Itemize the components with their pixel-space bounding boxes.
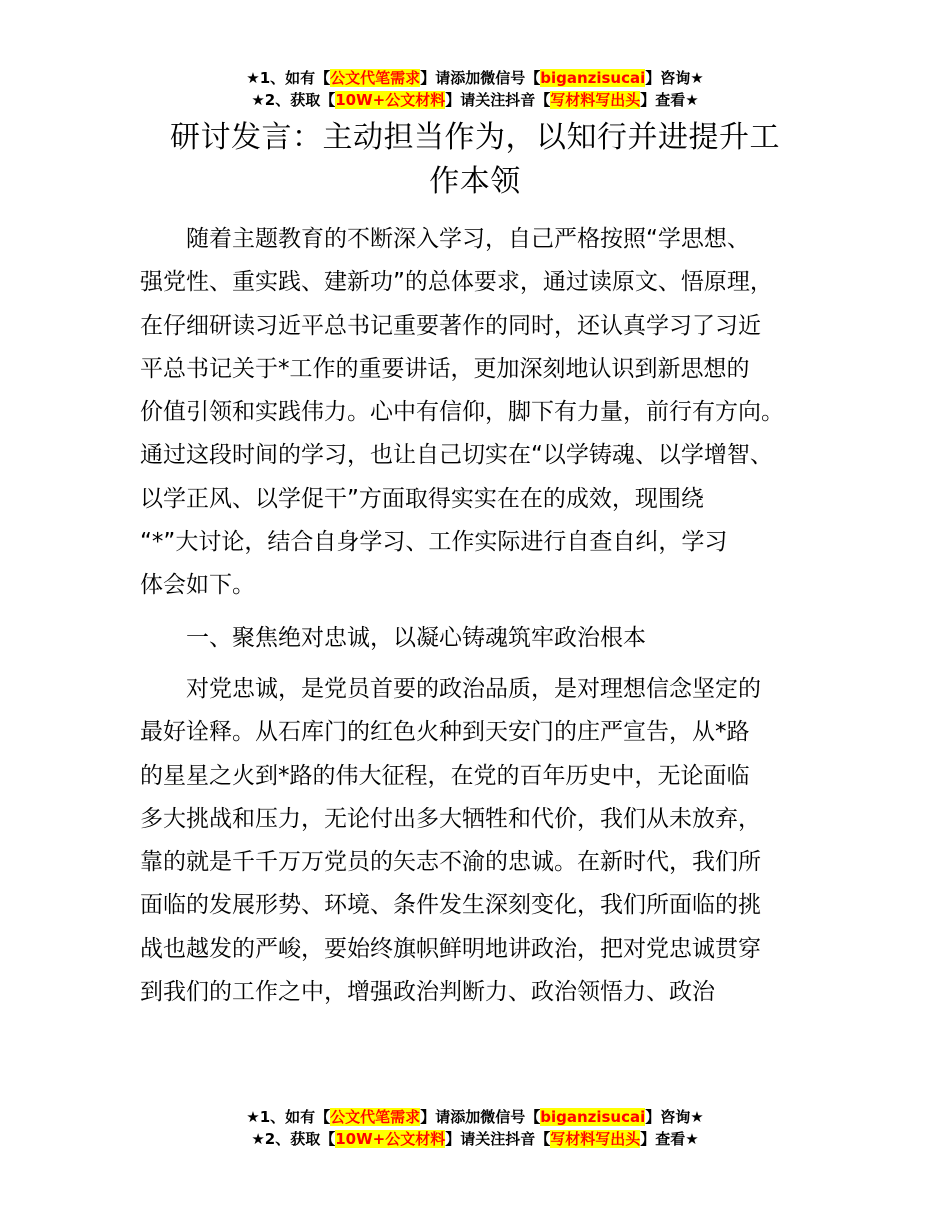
paragraph-line: 多大挑战和压力，无论付出多大牺牲和代价，我们从未放弃， [140,805,761,832]
paragraph-line: 的星星之火到*路的伟大征程，在党的百年历史中，无论面临 [140,762,750,789]
promo-text: 】咨询★ [645,1108,704,1126]
paragraph-line: 平总书记关于*工作的重要讲话，更加深刻地认识到新思想的 [140,355,750,382]
paragraph-line: 面临的发展形势、环境、条件发生深刻变化，我们所面临的挑 [140,892,761,919]
header-promo-banner [0,67,950,111]
paragraph-line: 靠的就是千千万万党员的矢志不渝的忠诚。在新时代，我们所 [140,849,761,876]
promo-highlight: 写材料写出头 [550,91,641,109]
promo-text: 】请关注抖音【 [445,1130,551,1148]
footer-promo-banner [0,1106,950,1150]
promo-text: 】请关注抖音【 [445,91,551,109]
promo-highlight: 公文代笔需求 [330,69,421,87]
title-line: 作本领 [429,164,521,199]
paragraph-line: 最好诠释。从石库门的红色火种到天安门的庄严宣告，从*路 [140,719,750,746]
body-paragraph [140,668,830,1014]
promo-line-2 [0,89,950,111]
title-line: 研讨发言：主动担当作为，以知行并进提升工 [170,120,780,155]
promo-line-1 [0,1106,950,1128]
promo-text: ★1、如有【 [246,1108,331,1126]
heading-text: 一、聚焦绝对忠诚，以凝心铸魂筑牢政治根本 [140,625,646,651]
paragraph-line: 到我们的工作之中，增强政治判断力、政治领悟力、政治 [140,979,715,1006]
document-title [130,116,820,204]
promo-text: ★2、获取【 [251,91,336,109]
promo-highlight: 10W+公文材料 [335,1130,446,1148]
paragraph-line: 体会如下。 [140,572,255,599]
paragraph-line: 价值引领和实践伟力。心中有信仰，脚下有力量，前行有方向。 [140,399,784,426]
paragraph-line: 对党忠诚，是党员首要的政治品质，是对理想信念坚定的 [140,676,761,702]
paragraph-line: 以学正风、以学促干”方面取得实实在在的成效，现围绕 [140,485,704,512]
section-heading [140,617,830,660]
promo-text: 】查看★ [640,91,699,109]
promo-line-1 [0,67,950,89]
promo-highlight: biganzisucai [540,69,646,87]
promo-line-2 [0,1128,950,1150]
paragraph-line: 随着主题教育的不断深入学习，自己严格按照“学思想、 [140,226,750,252]
paragraph-line: 通过这段时间的学习，也让自己切实在“以学铸魂、以学增智、 [140,442,773,469]
promo-highlight: biganzisucai [540,1108,646,1126]
promo-text: 】请添加微信号【 [420,69,541,87]
promo-text: ★2、获取【 [251,1130,336,1148]
paragraph-line: 在仔细研读习近平总书记重要著作的同时，还认真学习了习近 [140,312,761,339]
body-paragraph [140,218,830,608]
promo-highlight: 公文代笔需求 [330,1108,421,1126]
promo-text: 】咨询★ [645,69,704,87]
paragraph-line: 强党性、重实践、建新功”的总体要求，通过读原文、悟原理， [140,269,773,296]
promo-text: 】查看★ [640,1130,699,1148]
promo-text: ★1、如有【 [246,69,331,87]
promo-highlight: 写材料写出头 [550,1130,641,1148]
promo-highlight: 10W+公文材料 [335,91,446,109]
paragraph-line: “*”大讨论，结合自身学习、工作实际进行自查自纠，学习 [140,529,728,556]
paragraph-line: 战也越发的严峻，要始终旗帜鲜明地讲政治，把对党忠诚贯穿 [140,935,761,962]
promo-text: 】请添加微信号【 [420,1108,541,1126]
